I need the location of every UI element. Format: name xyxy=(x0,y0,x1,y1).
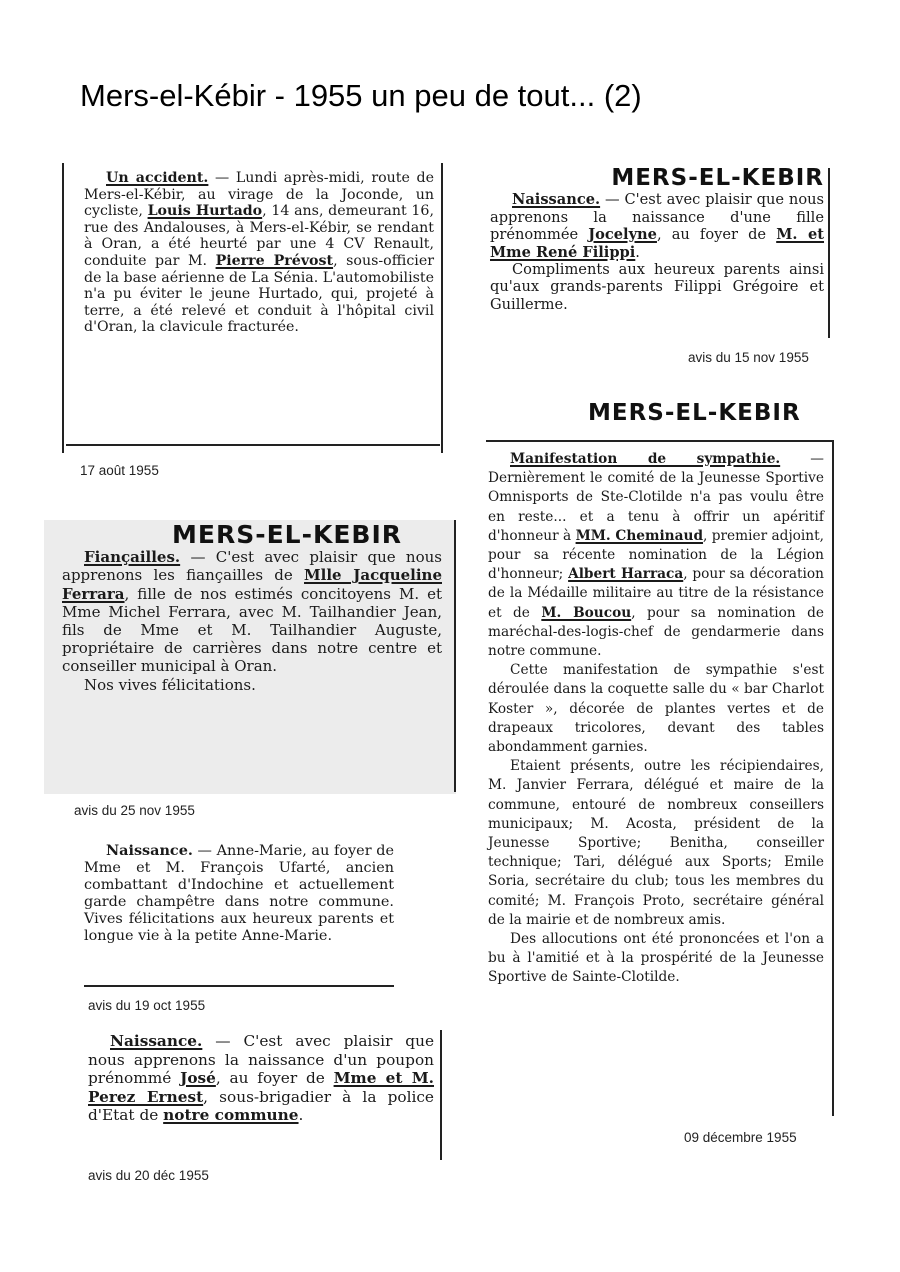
clip-lead: Naissance. xyxy=(512,191,601,209)
clip-name: Albert Harraca xyxy=(568,566,684,583)
clip-name: Mlle Jacqueline Ferrara xyxy=(62,566,442,603)
clip-text: Etaient présents, outre les récipiendaires, M. Janvier Ferrara, délégué et maire de la commune, entouré de nombreux conseillers municipaux; M. Acosta, président de la Jeunesse Sportive; Benitha, conseiller technique; Tari, délégué aux Sports; Emile Soria, secrétaire du club; tous les membres du comité; M. François Proto, secrétaire général de la mairie et de nombreux amis. xyxy=(488,758,824,928)
clip-name: notre commune xyxy=(163,1106,299,1125)
clip-text: , au foyer de xyxy=(656,226,777,244)
clip-accident xyxy=(84,170,434,336)
clip-naissance-ufarte xyxy=(84,842,394,945)
clip-caption: avis du 25 nov 1955 xyxy=(74,803,195,818)
clip-caption: avis du 15 nov 1955 xyxy=(688,350,809,365)
clip-text: — C'est avec plaisir que nous apprenons la naissance d'une fille prénommée xyxy=(490,191,824,244)
clip-caption: avis du 19 oct 1955 xyxy=(88,998,206,1013)
clip-text: . xyxy=(298,1106,304,1125)
clip-border-right xyxy=(828,168,830,338)
clip-text: , premier adjoint, pour sa récente nomination de la Légion d'honneur; xyxy=(488,527,824,583)
clip-sympathie xyxy=(488,400,824,988)
clip-name: MM. Cheminaud xyxy=(575,527,704,544)
clip-name: M. et Mme René Filippi xyxy=(490,226,825,261)
clip-border-right xyxy=(441,163,443,453)
clip-text: , sous-officier de la base aérienne de La Sénia. L'automobiliste n'a pu éviter le jeune Hurtado, qui, projeté à terre, a été relevé et conduit à l'hôpital civil d'Oran, la clavicule fracturée. xyxy=(84,252,435,336)
clip-text: — C'est avec plaisir que nous apprenons les fiançailles de xyxy=(62,548,442,585)
clip-heading: MERS-EL-KEBIR xyxy=(588,400,801,426)
clip-text: Des allocutions ont été prononcées et l'on a bu à l'amitié et à la prospérité de la Jeunesse Sportive de Sainte-Clotilde. xyxy=(488,931,824,986)
clip-name: M. Boucou xyxy=(541,604,632,621)
clip-text: Compliments aux heureux parents ainsi qu'aux grands-parents Filippi Grégoire et Guillerme. xyxy=(490,261,824,313)
clip-lead: Naissance. xyxy=(110,1032,203,1050)
clip-text: — C'est avec plaisir que nous apprenons la naissance d'un poupon prénommé xyxy=(88,1032,434,1088)
clip-lead: Naissance. xyxy=(106,842,193,859)
clip-caption: avis du 20 déc 1955 xyxy=(88,1168,209,1183)
clip-name: Pierre Prévost xyxy=(215,252,334,269)
clip-lead: Fiançailles. xyxy=(84,548,181,567)
clip-heading: MERS-EL-KEBIR xyxy=(611,165,824,191)
clip-fiancailles xyxy=(62,520,442,694)
clip-text: Nos vives félicitations. xyxy=(84,675,256,694)
clip-text: Cette manifestation de sympathie s'est déroulée dans la coquette salle du « bar Charlot Koster », décorée de plantes vertes et de drapeaux tricolores, devant des tables abondamment garnies. xyxy=(488,662,824,756)
clip-text: — Anne-Marie, au foyer de Mme et M. François Ufarté, ancien combattant d'Indochine et actuellement garde champêtre dans notre commune. Vives félicitations aux heureux parents et longue vie à la petite Anne-Marie. xyxy=(84,843,394,944)
clip-caption: 17 août 1955 xyxy=(80,463,159,478)
clip-text: , fille de nos estimés concitoyens M. et Mme Michel Ferrara, avec M. Tailhandier Jean, fils de Mme et M. Tailhandier Auguste, propriétaire de carrières dans notre centre et conseiller municipal à Oran. xyxy=(62,584,442,676)
clip-caption: 09 décembre 1955 xyxy=(684,1130,797,1145)
clip-heading: MERS-EL-KEBIR xyxy=(172,520,403,549)
clip-text: , pour sa nomination de maréchal-des-logis-chef de gendarmerie dans notre commune. xyxy=(488,604,825,660)
clip-name: Mme et M. Perez Ernest xyxy=(88,1069,434,1106)
clip-text: , pour sa décoration de la Médaille militaire au titre de la résistance et de xyxy=(488,566,824,621)
clip-lead: Un accident. xyxy=(106,170,209,186)
clip-name: José xyxy=(180,1069,216,1088)
page-title: Mers-el-Kébir - 1955 un peu de tout... (2) xyxy=(80,78,642,113)
clip-border-right xyxy=(454,520,456,792)
clip-text: . xyxy=(635,243,640,261)
clip-name: Jocelyne xyxy=(588,226,657,244)
clip-border-right xyxy=(832,440,834,1116)
clip-border-right xyxy=(440,1030,442,1160)
clip-separator xyxy=(84,985,394,987)
clip-text: , sous-brigadier à la police d'Etat de xyxy=(88,1087,434,1125)
clip-text: — Lundi après-midi, route de Mers-el-Kébir, au virage de la Joconde, un cycliste, xyxy=(84,170,434,220)
clip-naissance-perez xyxy=(88,1032,434,1125)
clip-naissance-filippi xyxy=(490,165,825,313)
clip-name: Louis Hurtado xyxy=(147,203,263,220)
clip-border-left xyxy=(62,163,64,453)
clip-lead: Manifestation de sympathie. xyxy=(510,451,781,467)
clip-separator xyxy=(66,444,440,446)
clip-text: , 14 ans, demeurant 16, rue des Andalouses, à Mers-el-Kébir, se rendant à Oran, a été heurté par une 4 CV Renault, conduite par M. xyxy=(84,203,434,269)
clip-text: , au foyer de xyxy=(215,1069,334,1088)
clip-text: — Dernièrement le comité de la Jeunesse Sportive Omnisports de Ste-Clotilde n'a pas voulu être en reste... et a tenu à offrir un apéritif d'honneur à xyxy=(488,451,824,544)
